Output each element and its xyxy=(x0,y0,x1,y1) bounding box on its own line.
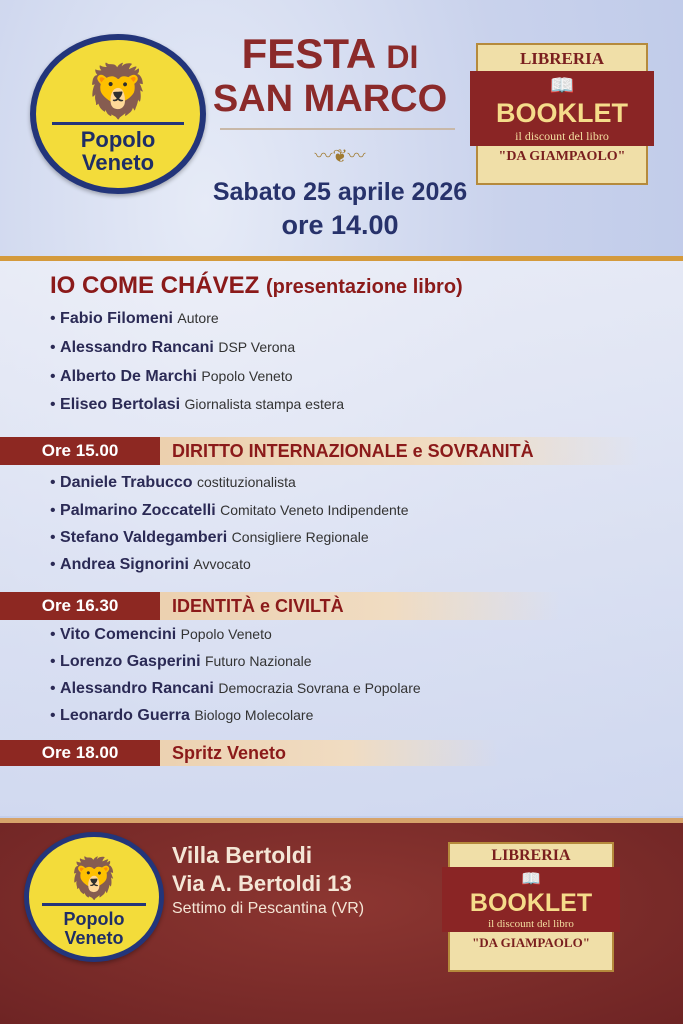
page-title-line2: SAN MARCO xyxy=(212,78,448,120)
title-divider xyxy=(220,128,455,130)
section-heading: Spritz Veneto xyxy=(172,742,287,763)
speaker-name: Daniele Trabucco xyxy=(60,474,193,491)
speaker-role: Futuro Nazionale xyxy=(204,653,312,669)
speaker-name: Alessandro Rancani xyxy=(60,680,214,697)
speaker-name: Eliseo Bertolasi xyxy=(60,396,181,413)
event-date: Sabato 25 aprile 2026 xyxy=(212,178,468,206)
list-item: • Alessandro Rancani Democrazia Sovrana e Popolare xyxy=(50,680,421,697)
winged-lion-icon: 🦁 xyxy=(85,63,151,122)
booklet-name: BOOKLET xyxy=(496,98,628,128)
section-time: Ore 18.00 xyxy=(0,740,160,766)
speaker-name: Vito Comencini xyxy=(60,626,177,643)
list-item: • Fabio Filomeni Autore xyxy=(50,310,219,327)
speaker-role: Consigliere Regionale xyxy=(231,529,369,545)
list-item: • Leonardo Guerra Biologo Molecolare xyxy=(50,707,314,724)
speaker-role: Popolo Veneto xyxy=(180,626,272,642)
list-item: • Daniele Trabucco costituzionalista xyxy=(50,474,296,491)
booklet-bottom: "DA GIAMPAOLO" xyxy=(498,149,626,164)
speaker-role: Biologo Molecolare xyxy=(194,707,314,723)
speaker-name: Alberto De Marchi xyxy=(60,368,197,385)
winged-lion-icon: 🦁 xyxy=(69,857,119,902)
speaker-role: Giornalista stampa estera xyxy=(184,396,345,412)
speaker-name: Palmarino Zoccatelli xyxy=(60,502,216,519)
section-title xyxy=(50,272,463,300)
list-item: • Lorenzo Gasperini Futuro Nazionale xyxy=(50,653,312,670)
speaker-name: Alessandro Rancani xyxy=(60,339,214,356)
logo-text-line2: Veneto xyxy=(64,927,124,948)
section-bar xyxy=(0,740,500,766)
open-book-icon: 📖 xyxy=(549,75,575,97)
section-heading: IDENTITÀ e CIVILTÀ xyxy=(172,595,344,616)
speaker-role: Democrazia Sovrana e Popolare xyxy=(218,680,421,696)
venue-town: Settimo di Pescantina (VR) xyxy=(172,900,365,917)
speaker-name: Fabio Filomeni xyxy=(60,310,173,327)
list-item: • Alessandro Rancani DSP Verona xyxy=(50,339,296,356)
speaker-role: DSP Verona xyxy=(218,339,296,355)
venue-street: Via A. Bertoldi 13 xyxy=(172,871,352,896)
speaker-role: Popolo Veneto xyxy=(201,368,293,384)
speaker-name: Stefano Valdegamberi xyxy=(60,529,228,546)
open-book-icon: 📖 xyxy=(521,871,541,888)
booklet-bottom: "DA GIAMPAOLO" xyxy=(472,935,590,950)
title-di: DI xyxy=(386,39,419,75)
list-item: • Vito Comencini Popolo Veneto xyxy=(50,626,272,643)
logo-divider xyxy=(52,122,183,125)
booklet-tagline: il discount del libro xyxy=(515,129,609,143)
speaker-name: Andrea Signorini xyxy=(60,556,189,573)
speaker-name: Lorenzo Gasperini xyxy=(60,653,201,670)
ornament-icon: 〰❦〰 xyxy=(314,146,366,166)
section-time: Ore 16.30 xyxy=(0,592,160,620)
list-item: • Andrea Signorini Avvocato xyxy=(50,556,251,573)
booklet-name: BOOKLET xyxy=(469,889,593,917)
list-item: • Stefano Valdegamberi Consigliere Regionale xyxy=(50,529,369,546)
logo-text-line2: Veneto xyxy=(81,149,155,175)
section-bar xyxy=(0,437,640,465)
booklet-libreria: LIBRERIA xyxy=(491,847,571,864)
section-heading: DIRITTO INTERNAZIONALE e SOVRANITÀ xyxy=(172,440,534,461)
logo-divider xyxy=(42,903,146,906)
event-time: ore 14.00 xyxy=(281,210,399,240)
venue-name: Villa Bertoldi xyxy=(172,842,313,868)
popolo-veneto-logo xyxy=(30,34,206,194)
speaker-role: Avvocato xyxy=(193,556,251,572)
booklet-tagline: il discount del libro xyxy=(488,918,574,930)
speaker-name: Leonardo Guerra xyxy=(60,707,190,724)
booklet-logo xyxy=(476,43,648,185)
logo-text-line1: Popolo xyxy=(80,127,156,153)
speaker-role: Comitato Veneto Indipendente xyxy=(220,502,409,518)
list-item: • Alberto De Marchi Popolo Veneto xyxy=(50,368,293,385)
list-item: • Eliseo Bertolasi Giornalista stampa estera xyxy=(50,396,345,413)
popolo-veneto-logo-footer xyxy=(24,832,164,962)
title-festa: FESTA xyxy=(241,30,375,77)
page-title xyxy=(215,30,445,78)
list-item: • Palmarino Zoccatelli Comitato Veneto Indipendente xyxy=(50,502,409,519)
section-title-main: IO COME CHÁVEZ xyxy=(50,272,260,299)
section-bar xyxy=(0,592,560,620)
logo-text-line1: Popolo xyxy=(63,909,125,930)
booklet-libreria: LIBRERIA xyxy=(519,49,605,68)
section-time: Ore 15.00 xyxy=(0,437,160,465)
speaker-role: costituzionalista xyxy=(197,474,296,490)
speaker-role: Autore xyxy=(177,310,219,326)
section-subtitle: (presentazione libro) xyxy=(266,276,463,298)
booklet-logo-footer xyxy=(448,842,614,972)
